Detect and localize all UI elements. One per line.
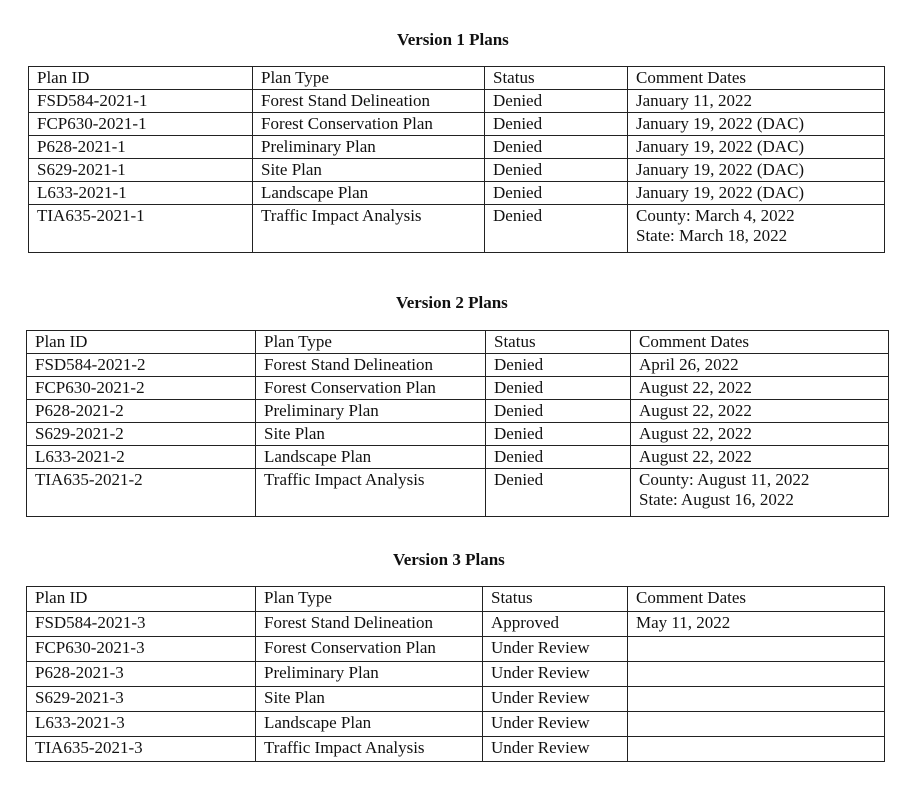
- plan-id-cell: P628-2021-1: [29, 136, 253, 159]
- column-header-comment-dates: Comment Dates: [628, 67, 885, 90]
- status-cell: Denied: [486, 469, 631, 517]
- comment-dates-cell: [631, 377, 889, 400]
- comment-dates-cell: [628, 737, 885, 762]
- plan-type-cell: Forest Conservation Plan: [256, 377, 486, 400]
- comment-date: January 19, 2022 (DAC): [636, 160, 805, 179]
- comment-dates-cell: [631, 446, 889, 469]
- column-header-status: Status: [485, 67, 628, 90]
- plan-type-cell: Landscape Plan: [256, 446, 486, 469]
- table-row: [27, 662, 885, 687]
- plan-type-cell: Landscape Plan: [256, 712, 483, 737]
- table-row: [27, 687, 885, 712]
- column-header-plan-id: Plan ID: [27, 331, 256, 354]
- column-header-comment-dates: Comment Dates: [631, 331, 889, 354]
- comment-dates-cell: [631, 400, 889, 423]
- status-cell: Denied: [486, 400, 631, 423]
- comment-dates-cell: [628, 90, 885, 113]
- status-cell: Denied: [486, 354, 631, 377]
- table-row: [27, 737, 885, 762]
- plan-type-cell: Preliminary Plan: [253, 136, 485, 159]
- comment-dates-cell: [628, 159, 885, 182]
- status-cell: Under Review: [483, 662, 628, 687]
- column-header-plan-id: Plan ID: [27, 587, 256, 612]
- status-cell: Denied: [485, 136, 628, 159]
- table-row: [27, 637, 885, 662]
- table-row: [29, 113, 885, 136]
- plan-id-cell: FCP630-2021-1: [29, 113, 253, 136]
- plans-table: [28, 66, 885, 253]
- plan-type-cell: Forest Conservation Plan: [256, 637, 483, 662]
- plan-id-cell: S629-2021-2: [27, 423, 256, 446]
- status-cell: Denied: [486, 377, 631, 400]
- plan-type-cell: Traffic Impact Analysis: [253, 205, 485, 253]
- plan-id-cell: FCP630-2021-3: [27, 637, 256, 662]
- table-row: [27, 377, 889, 400]
- comment-date: April 26, 2022: [639, 355, 739, 374]
- comment-dates-cell: [628, 182, 885, 205]
- status-cell: Under Review: [483, 637, 628, 662]
- comment-date: August 22, 2022: [639, 424, 752, 443]
- comment-dates-cell: [631, 469, 889, 517]
- column-header-plan-type: Plan Type: [253, 67, 485, 90]
- plan-id-cell: FSD584-2021-3: [27, 612, 256, 637]
- comment-dates-cell: [631, 354, 889, 377]
- comment-date: January 19, 2022 (DAC): [636, 137, 805, 156]
- table-row: [29, 136, 885, 159]
- column-header-plan-id: Plan ID: [29, 67, 253, 90]
- plan-id-cell: S629-2021-3: [27, 687, 256, 712]
- comment-dates-cell: [628, 205, 885, 253]
- table-row: [27, 354, 889, 377]
- plan-type-cell: Traffic Impact Analysis: [256, 737, 483, 762]
- plan-type-cell: Traffic Impact Analysis: [256, 469, 486, 517]
- status-cell: Denied: [485, 205, 628, 253]
- plan-type-cell: Preliminary Plan: [256, 400, 486, 423]
- plan-id-cell: TIA635-2021-3: [27, 737, 256, 762]
- comment-date: January 11, 2022: [636, 91, 752, 110]
- plan-id-cell: FSD584-2021-1: [29, 90, 253, 113]
- section-title: Version 1 Plans: [397, 30, 509, 49]
- comment-date: August 22, 2022: [639, 378, 752, 397]
- plan-id-cell: FSD584-2021-2: [27, 354, 256, 377]
- comment-dates-cell: [628, 687, 885, 712]
- comment-date: August 22, 2022: [639, 401, 752, 420]
- table-header-row: [29, 67, 885, 90]
- comment-date: January 19, 2022 (DAC): [636, 114, 805, 133]
- plan-id-cell: P628-2021-2: [27, 400, 256, 423]
- plan-id-cell: L633-2021-2: [27, 446, 256, 469]
- plan-type-cell: Site Plan: [256, 423, 486, 446]
- plan-type-cell: Landscape Plan: [253, 182, 485, 205]
- comment-dates-cell: [628, 637, 885, 662]
- plan-type-cell: Site Plan: [253, 159, 485, 182]
- status-cell: Denied: [485, 113, 628, 136]
- plan-type-cell: Forest Conservation Plan: [253, 113, 485, 136]
- comment-date: State: March 18, 2022: [636, 226, 788, 245]
- table-row: [27, 423, 889, 446]
- column-header-plan-type: Plan Type: [256, 587, 483, 612]
- comment-date: State: August 16, 2022: [639, 490, 794, 509]
- table-row: [29, 182, 885, 205]
- table-row: [27, 469, 889, 517]
- plan-type-cell: Preliminary Plan: [256, 662, 483, 687]
- comment-dates-cell: [628, 712, 885, 737]
- plans-table: [26, 330, 889, 517]
- table-header-row: [27, 331, 889, 354]
- plan-id-cell: S629-2021-1: [29, 159, 253, 182]
- table-row: [27, 712, 885, 737]
- plan-id-cell: FCP630-2021-2: [27, 377, 256, 400]
- plan-type-cell: Forest Stand Delineation: [253, 90, 485, 113]
- plan-type-cell: Forest Stand Delineation: [256, 354, 486, 377]
- comment-dates-cell: [628, 662, 885, 687]
- comment-dates-cell: [631, 423, 889, 446]
- plans-table: [26, 586, 885, 762]
- table-row: [27, 446, 889, 469]
- status-cell: Denied: [485, 159, 628, 182]
- comment-dates-cell: [628, 113, 885, 136]
- plan-id-cell: L633-2021-1: [29, 182, 253, 205]
- table-row: [27, 612, 885, 637]
- plan-type-cell: Site Plan: [256, 687, 483, 712]
- plan-id-cell: TIA635-2021-2: [27, 469, 256, 517]
- status-cell: Denied: [485, 182, 628, 205]
- plan-type-cell: Forest Stand Delineation: [256, 612, 483, 637]
- comment-date: County: August 11, 2022: [639, 470, 810, 489]
- status-cell: Under Review: [483, 687, 628, 712]
- status-cell: Denied: [486, 423, 631, 446]
- table-row: [29, 159, 885, 182]
- status-cell: Under Review: [483, 737, 628, 762]
- section-title: Version 3 Plans: [393, 550, 505, 569]
- comment-date: August 22, 2022: [639, 447, 752, 466]
- comment-date: January 19, 2022 (DAC): [636, 183, 805, 202]
- comment-date: May 11, 2022: [636, 613, 731, 632]
- plan-id-cell: L633-2021-3: [27, 712, 256, 737]
- status-cell: Approved: [483, 612, 628, 637]
- comment-dates-cell: [628, 136, 885, 159]
- status-cell: Denied: [485, 90, 628, 113]
- table-row: [29, 90, 885, 113]
- comment-dates-cell: [628, 612, 885, 637]
- plan-id-cell: TIA635-2021-1: [29, 205, 253, 253]
- status-cell: Denied: [486, 446, 631, 469]
- table-row: [29, 205, 885, 253]
- comment-date: County: March 4, 2022: [636, 206, 795, 225]
- table-header-row: [27, 587, 885, 612]
- column-header-status: Status: [483, 587, 628, 612]
- plan-id-cell: P628-2021-3: [27, 662, 256, 687]
- table-row: [27, 400, 889, 423]
- column-header-plan-type: Plan Type: [256, 331, 486, 354]
- section-title: Version 2 Plans: [396, 293, 508, 312]
- column-header-status: Status: [486, 331, 631, 354]
- status-cell: Under Review: [483, 712, 628, 737]
- column-header-comment-dates: Comment Dates: [628, 587, 885, 612]
